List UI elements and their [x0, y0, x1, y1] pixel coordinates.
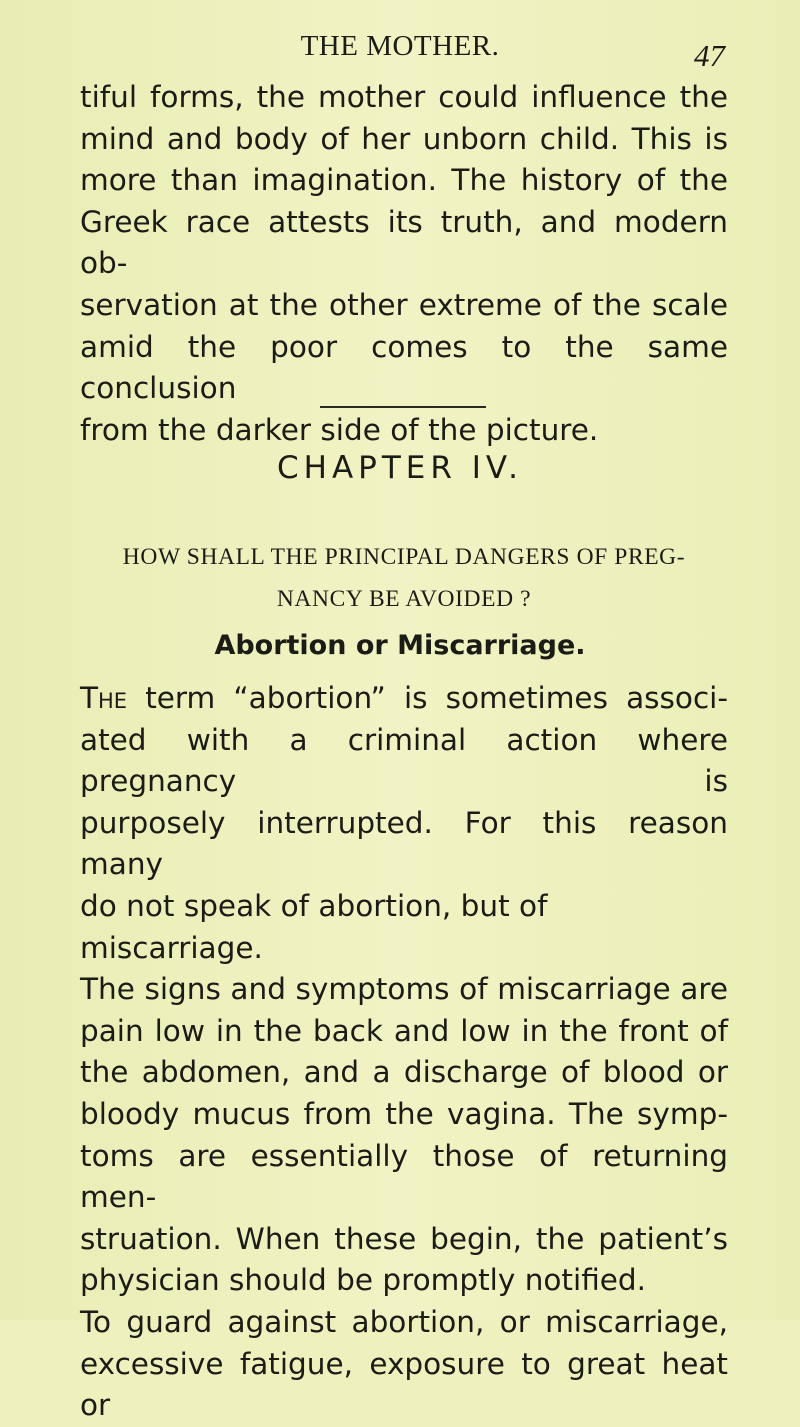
text-line: the abdomen, and a discharge of blood or	[80, 1055, 728, 1090]
text-line: Greek race attests its truth, and modern ob-	[80, 204, 728, 281]
chapter-subtitle-line: NANCY BE AVOIDED ?	[276, 586, 532, 612]
chapter-subtitle	[80, 536, 728, 620]
text-line: physician should be promptly notified.	[80, 1263, 647, 1298]
text-line: toms are essentially those of returning men-	[80, 1138, 728, 1215]
text-line: The signs and symptoms of miscarriage are	[80, 972, 728, 1007]
text-line: mind and body of her unborn child. This is	[80, 121, 728, 156]
text-line: ated with a criminal action where pregnancy is	[80, 722, 728, 799]
lead-word: The	[80, 681, 128, 715]
page-number: 47	[694, 38, 725, 73]
text-line: bloody mucus from the vagina. The symp-	[80, 1096, 728, 1131]
continued-paragraph	[80, 77, 728, 451]
section-heading: Abortion or Miscarriage.	[214, 630, 586, 661]
chapter-subtitle-line: HOW SHALL THE PRINCIPAL DANGERS OF PREG-	[122, 544, 686, 570]
text-line: more than imagination. The history of the	[80, 163, 728, 198]
text-line: To guard against abortion, or miscarriage,	[80, 1304, 728, 1339]
text-line: tiful forms, the mother could influence the	[80, 80, 728, 114]
text-line: pain low in the back and low in the front of	[80, 1013, 728, 1048]
body-paragraphs	[80, 678, 728, 1427]
text-line: servation at the other extreme of the scale	[80, 287, 728, 322]
text-line: from the darker side of the picture.	[80, 412, 599, 447]
section-divider	[320, 406, 486, 408]
text-line: purposely interrupted. For this reason many	[80, 805, 728, 882]
running-head: THE MOTHER.	[300, 30, 500, 62]
text-line: excessive fatigue, exposure to great heat or	[80, 1346, 728, 1423]
text-line: struation. When these begin, the patient’s	[80, 1221, 728, 1256]
text-line-rest: term “abortion” is sometimes associ-	[127, 681, 728, 715]
chapter-title: CHAPTER IV.	[277, 450, 523, 486]
text-line: amid the poor comes to the same conclusion	[80, 329, 728, 406]
text-line	[80, 678, 728, 720]
text-line: do not speak of abortion, but of miscarriage.	[80, 888, 548, 965]
